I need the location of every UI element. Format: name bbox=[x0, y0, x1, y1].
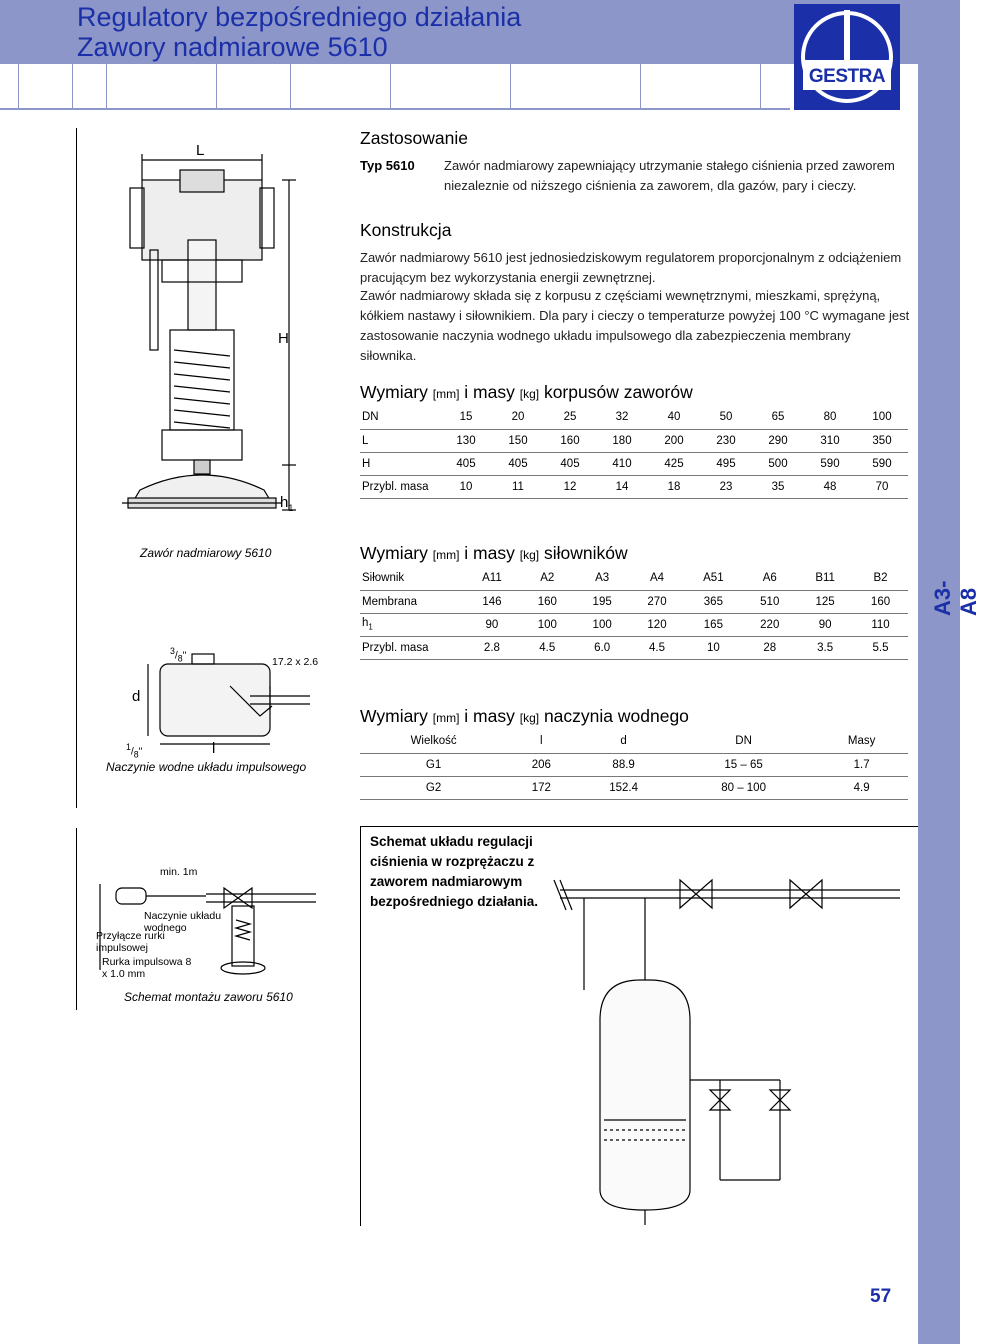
table-cell: 125 bbox=[797, 590, 853, 613]
label-vessel-install: Naczynie układu wodnego bbox=[144, 910, 222, 934]
table-row bbox=[360, 636, 908, 659]
table-cell: B2 bbox=[853, 567, 908, 590]
table-cell: 405 bbox=[492, 452, 544, 475]
heading-table-vessels-c: naczynia wodnego bbox=[539, 706, 689, 726]
heading-table-vessels-unit1: [mm] bbox=[432, 711, 460, 725]
title-line-1: Regulatory bezpośredniego działania bbox=[77, 2, 522, 32]
row-label-text: Przybl. masa bbox=[362, 480, 429, 493]
table-vessels bbox=[360, 730, 908, 800]
table-cell: 10 bbox=[684, 636, 742, 659]
table-cell: B11 bbox=[797, 567, 853, 590]
column-header: Masy bbox=[815, 730, 908, 753]
row-label bbox=[360, 452, 440, 475]
table-actuators bbox=[360, 567, 908, 660]
heading-table-actuators-unit2: [kg] bbox=[519, 548, 540, 562]
heading-table-bodies-a: Wymiary bbox=[360, 382, 433, 402]
table-cell: 18 bbox=[648, 475, 700, 498]
construction-text-2: Zawór nadmiarowy składa się z korpusu z częściami wewnętrznymi, mieszkami, sprężyną, kółkiem nastawy i siłownikiem. Dla pary i cieczy o temperaturze powyżej 100 °C wymagane jest zastosowanie naczynia wodnego układu impulsowego dla zabezpieczenia membrany siłownika. bbox=[360, 288, 910, 363]
row-label-text: L bbox=[362, 434, 369, 447]
row-label bbox=[360, 475, 440, 498]
label-vessel-bottom-den: 8 bbox=[133, 749, 139, 760]
label-vessel-top-num: 3 bbox=[170, 646, 175, 656]
type-label: Typ 5610 bbox=[360, 158, 415, 173]
side-tab-label: A3-A8 bbox=[930, 580, 981, 616]
table-cell: 90 bbox=[797, 613, 853, 636]
row-label bbox=[360, 567, 464, 590]
table-cell: 10 bbox=[440, 475, 492, 498]
application-text: Zawór nadmiarowy zapewniający utrzymanie stałego ciśnienia przed zaworem niezaleznie od niższego ciśnienia za zaworem, dla gazów, pary i cieczy. bbox=[444, 158, 895, 193]
table-row bbox=[360, 567, 908, 590]
heading-table-bodies-b: i masy bbox=[459, 382, 520, 402]
logo-text: GESTRA bbox=[808, 66, 886, 87]
right-band bbox=[918, 0, 960, 1344]
table-cell: 5.5 bbox=[853, 636, 908, 659]
table-cell: 4.5 bbox=[630, 636, 685, 659]
table-cell: 4.9 bbox=[815, 776, 908, 799]
table-header-row bbox=[360, 730, 908, 753]
table-cell: 310 bbox=[804, 429, 856, 452]
table-cell: 25 bbox=[544, 406, 596, 429]
table-cell: 130 bbox=[440, 429, 492, 452]
table-cell: 15 bbox=[440, 406, 492, 429]
label-tube: Rurka impulsowa 8 x 1.0 mm bbox=[102, 956, 192, 980]
table-cell: 65 bbox=[752, 406, 804, 429]
row-label-text: Siłownik bbox=[362, 572, 405, 585]
table-cell: 40 bbox=[648, 406, 700, 429]
label-h1-main: h bbox=[280, 494, 289, 511]
gestra-logo bbox=[794, 4, 900, 110]
table-cell: G1 bbox=[360, 753, 507, 776]
row-label-text: DN bbox=[362, 411, 379, 424]
row-label-text: Membrana bbox=[362, 595, 417, 608]
table-cell: A6 bbox=[742, 567, 797, 590]
label-vessel-bottom-suffix: " bbox=[138, 745, 143, 758]
heading-table-vessels-a: Wymiary bbox=[360, 706, 433, 726]
table-cell: 146 bbox=[464, 590, 520, 613]
table-cell: 50 bbox=[700, 406, 752, 429]
row-label-text: Przybl. masa bbox=[362, 641, 429, 654]
table-cell: 152.4 bbox=[575, 776, 671, 799]
table-cell: 365 bbox=[684, 590, 742, 613]
heading-table-actuators-b: i masy bbox=[459, 543, 520, 563]
table-cell: 410 bbox=[596, 452, 648, 475]
table-cell: 165 bbox=[684, 613, 742, 636]
table-cell: 195 bbox=[575, 590, 630, 613]
table-cell: 200 bbox=[648, 429, 700, 452]
label-L: L bbox=[196, 142, 205, 159]
table-cell: 172 bbox=[507, 776, 575, 799]
table-cell: 80 – 100 bbox=[672, 776, 815, 799]
schema-title: Schemat układu regulacji ciśnienia w rozprężaczu z zaworem nadmiarowym bezpośredniego działania. bbox=[370, 834, 539, 909]
table-cell: 2.8 bbox=[464, 636, 520, 659]
row-label bbox=[360, 636, 464, 659]
label-vessel-bottom-num: 1 bbox=[126, 742, 131, 752]
table-cell: A3 bbox=[575, 567, 630, 590]
table-cell: 35 bbox=[752, 475, 804, 498]
heading-table-actuators-unit1: [mm] bbox=[432, 548, 460, 562]
table-cell: 425 bbox=[648, 452, 700, 475]
table-row bbox=[360, 475, 908, 498]
table-cell: 1.7 bbox=[815, 753, 908, 776]
column-header: DN bbox=[672, 730, 815, 753]
table-row bbox=[360, 452, 908, 475]
heading-table-bodies bbox=[360, 382, 693, 403]
heading-table-actuators-c: siłowników bbox=[539, 543, 628, 563]
table-cell: 15 – 65 bbox=[672, 753, 815, 776]
heading-table-vessels-unit2: [kg] bbox=[519, 711, 540, 725]
table-cell: A2 bbox=[520, 567, 575, 590]
caption-vessel: Naczynie wodne układu impulsowego bbox=[106, 760, 307, 774]
row-label-sub: 1 bbox=[368, 622, 373, 632]
table-cell: 32 bbox=[596, 406, 648, 429]
table-cell: 28 bbox=[742, 636, 797, 659]
table-cell: 510 bbox=[742, 590, 797, 613]
table-cell: 230 bbox=[700, 429, 752, 452]
table-bodies bbox=[360, 406, 908, 499]
label-pipe: 17.2 x 2.6 bbox=[272, 656, 319, 668]
heading-construction: Konstrukcja bbox=[360, 220, 452, 240]
heading-table-vessels-b: i masy bbox=[459, 706, 520, 726]
table-cell: 12 bbox=[544, 475, 596, 498]
table-cell: 500 bbox=[752, 452, 804, 475]
row-label bbox=[360, 429, 440, 452]
table-cell: 6.0 bbox=[575, 636, 630, 659]
table-cell: 180 bbox=[596, 429, 648, 452]
table-cell: 150 bbox=[492, 429, 544, 452]
label-l: l bbox=[212, 740, 216, 757]
heading-table-actuators bbox=[360, 543, 628, 564]
row-label bbox=[360, 406, 440, 429]
table-cell: A51 bbox=[684, 567, 742, 590]
table-cell: 495 bbox=[700, 452, 752, 475]
column-header: l bbox=[507, 730, 575, 753]
heading-table-bodies-c: korpusów zaworów bbox=[539, 382, 693, 402]
page-title bbox=[77, 2, 521, 62]
table-cell: 160 bbox=[853, 590, 908, 613]
table-cell: 100 bbox=[520, 613, 575, 636]
page-number: 57 bbox=[870, 1286, 892, 1307]
table-cell: 3.5 bbox=[797, 636, 853, 659]
label-h1-sub: 1 bbox=[288, 503, 294, 513]
table-cell: 23 bbox=[700, 475, 752, 498]
row-label bbox=[360, 613, 464, 636]
table-cell: 100 bbox=[856, 406, 908, 429]
side-tab bbox=[930, 528, 990, 618]
row-label bbox=[360, 590, 464, 613]
table-row bbox=[360, 590, 908, 613]
table-cell: 100 bbox=[575, 613, 630, 636]
column-header: Wielkość bbox=[360, 730, 507, 753]
label-vessel-top-suffix: " bbox=[182, 649, 187, 662]
table-cell: 110 bbox=[853, 613, 908, 636]
schema-drawing-icon bbox=[540, 840, 910, 1230]
heading-table-bodies-unit2: [kg] bbox=[519, 387, 540, 401]
label-H: H bbox=[278, 330, 289, 347]
table-cell: 160 bbox=[544, 429, 596, 452]
table-cell: 220 bbox=[742, 613, 797, 636]
table-cell: 350 bbox=[856, 429, 908, 452]
table-cell: 20 bbox=[492, 406, 544, 429]
label-vessel-bottom: $^1/_8$" bbox=[126, 742, 143, 760]
table-row bbox=[360, 753, 908, 776]
table-cell: A11 bbox=[464, 567, 520, 590]
table-cell: 11 bbox=[492, 475, 544, 498]
heading-table-bodies-unit1: [mm] bbox=[432, 387, 460, 401]
table-cell: 90 bbox=[464, 613, 520, 636]
table-cell: 4.5 bbox=[520, 636, 575, 659]
construction-text-1: Zawór nadmiarowy 5610 jest jednosiedziskowym regulatorem proporcjonalnym z odciążeniem pracującym bez wykorzystania energii zewnętrznej. bbox=[360, 250, 902, 285]
table-cell: 270 bbox=[630, 590, 685, 613]
heading-application: Zastosowanie bbox=[360, 128, 468, 148]
table-row bbox=[360, 406, 908, 429]
table-cell: 120 bbox=[630, 613, 685, 636]
label-vessel-top-den: 8 bbox=[177, 653, 183, 664]
table-cell: A4 bbox=[630, 567, 685, 590]
row-label-text: H bbox=[362, 457, 371, 470]
table-cell: 80 bbox=[804, 406, 856, 429]
table-cell: 590 bbox=[804, 452, 856, 475]
heading-table-vessels bbox=[360, 706, 689, 727]
table-cell: 160 bbox=[520, 590, 575, 613]
table-cell: 48 bbox=[804, 475, 856, 498]
column-header: d bbox=[575, 730, 671, 753]
heading-table-actuators-a: Wymiary bbox=[360, 543, 433, 563]
label-vessel-top: $^3/_8$" bbox=[170, 646, 187, 664]
table-cell: 88.9 bbox=[575, 753, 671, 776]
table-row bbox=[360, 776, 908, 799]
title-line-2: Zawory nadmiarowe 5610 bbox=[77, 32, 388, 62]
label-min: min. 1m bbox=[160, 866, 198, 878]
logo-mark-icon bbox=[794, 4, 900, 110]
label-connector: Przyłącze rurki impulsowej bbox=[96, 930, 165, 954]
table-cell: 405 bbox=[544, 452, 596, 475]
table-cell: 590 bbox=[856, 452, 908, 475]
table-row bbox=[360, 429, 908, 452]
label-h1 bbox=[280, 494, 293, 513]
table-cell: 14 bbox=[596, 475, 648, 498]
caption-install: Schemat montażu zaworu 5610 bbox=[124, 990, 293, 1004]
label-d: d bbox=[132, 688, 141, 705]
table-cell: G2 bbox=[360, 776, 507, 799]
caption-valve: Zawór nadmiarowy 5610 bbox=[140, 546, 272, 560]
table-cell: 206 bbox=[507, 753, 575, 776]
table-cell: 405 bbox=[440, 452, 492, 475]
row-label-text: h bbox=[362, 617, 369, 630]
table-cell: 70 bbox=[856, 475, 908, 498]
table-row bbox=[360, 613, 908, 636]
table-cell: 290 bbox=[752, 429, 804, 452]
